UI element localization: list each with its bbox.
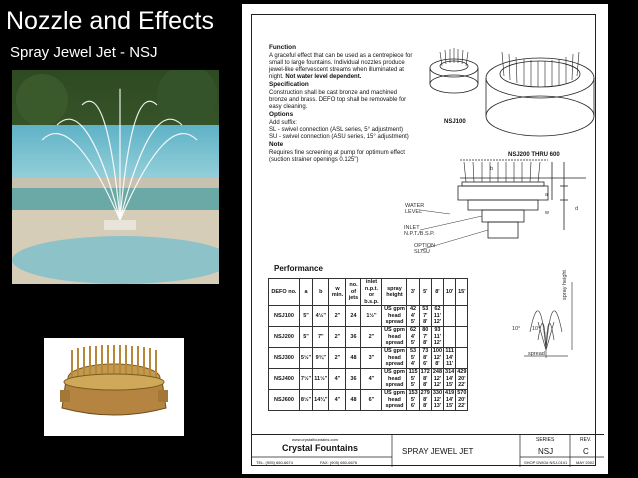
table-cell: 5½" (299, 348, 312, 369)
options-line: SU - swivel connection (ASU series, 15° adjustment) (269, 134, 409, 140)
value-cell (407, 369, 419, 390)
label-nsj100: NSJ100 (444, 119, 466, 125)
gpm-value: 53 (410, 348, 417, 355)
measure-label: spread (385, 361, 404, 368)
gpm-value: 115 (408, 369, 418, 376)
drawing-date: MAY 2002 (576, 460, 595, 465)
table-cell: 5" (299, 327, 312, 348)
spread-value: 22' (458, 382, 466, 389)
website-text: www.crystalfountains.com (292, 437, 339, 442)
series-label: SERIES (536, 437, 555, 443)
value-cell (419, 369, 431, 390)
spread-value: 8' (423, 340, 428, 347)
table-row (269, 327, 468, 348)
gpm-value: 111 (445, 348, 454, 355)
slide-subtitle: Spray Jewel Jet - NSJ (10, 44, 158, 61)
measure-label-cell (382, 327, 407, 348)
table-cell: 2" (329, 327, 346, 348)
value-cell (419, 327, 431, 348)
shop-drawing-number: SHOP DWG# NSJ-0101 (524, 460, 568, 465)
head-value: 12' (433, 375, 442, 382)
table-cell: 48 (346, 390, 361, 411)
spread-value: 6' (423, 361, 428, 368)
rev-label: REV. (580, 437, 592, 443)
specification-heading: Specification (269, 81, 309, 88)
gpm-value: 330 (432, 390, 443, 397)
head-value: 4' (410, 312, 416, 319)
inlet-label: INLET N.P.T./B.S.P. (404, 225, 435, 237)
function-section (269, 44, 417, 81)
label-nsj200-600: NSJ200 THRU 600 (508, 152, 560, 158)
table-cell: 7" (313, 327, 329, 348)
head-value: 8' (423, 354, 428, 361)
table-cell: 4" (329, 369, 346, 390)
spread-value: 8' (423, 319, 428, 326)
gpm-value: 248 (432, 369, 443, 376)
model-cell: NSJ200 (269, 327, 300, 348)
spread-value: 6' (410, 403, 416, 410)
value-cell (456, 327, 468, 348)
fax-text: FAX: (905) 660-6676 (320, 460, 358, 465)
head-value: 5' (410, 396, 416, 403)
model-cell: NSJ300 (269, 348, 300, 369)
note-section (269, 141, 417, 164)
table-cell: 8½" (299, 390, 312, 411)
head-value: 7' (423, 312, 428, 319)
angle-label-left: 10° (512, 326, 521, 332)
value-cell (456, 306, 468, 327)
note-body: Requires fine screening at pump for optimum effect (suction strainer openings 0.125") (269, 150, 405, 163)
table-cell: 2" (361, 327, 382, 348)
options-line: Add suffix: (269, 120, 297, 126)
table-cell: 4" (329, 390, 346, 411)
table-cell: 36 (346, 369, 361, 390)
rev-value: C (583, 447, 589, 456)
measure-label: head (388, 333, 401, 340)
tel-text: TEL: (905) 660-6674 (256, 460, 293, 465)
model-cell: NSJ600 (269, 390, 300, 411)
value-cell (456, 369, 468, 390)
table-cell: 14¾" (313, 390, 329, 411)
option-label: OPTION SL/SU (414, 243, 436, 255)
measure-label: US gpm (384, 348, 405, 355)
value-cell (431, 306, 443, 327)
spread-value: 12' (433, 340, 442, 347)
dim-a: a (545, 192, 549, 198)
spread-value: 12' (433, 382, 442, 389)
value-cell (407, 327, 419, 348)
fountain-photo (12, 70, 219, 284)
gpm-value: 172 (420, 369, 430, 376)
value-cell (431, 390, 443, 411)
table-cell: 24 (346, 306, 361, 327)
spread-value: 8' (423, 403, 428, 410)
head-value: 8' (423, 375, 428, 382)
head-value: 14' (445, 396, 454, 403)
value-cell (444, 327, 456, 348)
model-cell: NSJ100 (269, 306, 300, 327)
nozzle-drawings (420, 30, 606, 262)
spread-value (457, 361, 466, 368)
options-section (269, 111, 417, 141)
specification-section (269, 81, 417, 111)
function-body: A graceful effect that can be used as a centrepiece for small to large fountains. Individual nozzles produce jewel-like effervescent streams when illuminated at night. Not water level dependent. (269, 53, 413, 80)
product-name: SPRAY JEWEL JET (402, 447, 474, 456)
options-line: SL - swivel connection (ASL series, 5° adjustment) (269, 127, 404, 133)
measure-label: spread (385, 382, 404, 389)
table-cell: 3" (361, 348, 382, 369)
value-cell (444, 348, 456, 369)
performance-table (268, 278, 468, 411)
gpm-value: 62 (434, 306, 441, 313)
options-heading: Options (269, 111, 294, 118)
value-cell (419, 390, 431, 411)
measure-label-cell (382, 306, 407, 327)
gpm-value: 419 (445, 390, 455, 397)
value-cell (431, 369, 443, 390)
spread-value: 8' (423, 382, 428, 389)
function-heading: Function (269, 44, 296, 51)
specification-body: Construction shall be cast bronze and machined bronze and brass. DEFO top shall be removable for easy cleaning. (269, 90, 407, 110)
measure-label: head (388, 312, 401, 319)
head-value: 7' (423, 333, 428, 340)
water-level-label: WATER LEVEL (405, 203, 425, 215)
gpm-value: 429 (457, 369, 467, 376)
gpm-value: 314 (445, 369, 455, 376)
dim-w: w (545, 210, 549, 216)
gpm-value: 73 (422, 348, 429, 355)
performance-table-body (269, 306, 468, 411)
spread-value (457, 340, 466, 347)
gpm-value: 153 (408, 390, 418, 397)
gpm-value: 62 (410, 327, 417, 334)
table-row (269, 348, 468, 369)
spray-pattern-diagram (510, 272, 590, 364)
table-cell: 2" (329, 348, 346, 369)
head-value: 14' (445, 354, 454, 361)
measure-label: US gpm (384, 306, 405, 313)
column-header: 3' (407, 279, 419, 306)
value-cell (407, 390, 419, 411)
spread-value: 13' (433, 403, 442, 410)
spread-value (457, 319, 466, 326)
spread-value: 11' (446, 361, 454, 368)
head-value: 12' (433, 396, 442, 403)
value-cell (456, 390, 468, 411)
measure-label: spread (385, 340, 404, 347)
value-cell (431, 348, 443, 369)
spread-value: 22' (458, 403, 466, 410)
column-header: inlet n.p.t. or b.s.p. (361, 279, 382, 306)
spray-height-label: spray height (562, 270, 568, 300)
measure-label: US gpm (384, 327, 405, 334)
spread-value: 15' (445, 403, 454, 410)
head-value: 5' (410, 375, 416, 382)
value-cell (407, 348, 419, 369)
head-value: 8' (423, 396, 428, 403)
column-header: 10' (444, 279, 456, 306)
table-row (269, 306, 468, 327)
title-block (252, 434, 604, 467)
value-cell (444, 369, 456, 390)
spread-label: spread (528, 351, 545, 357)
gpm-value: 100 (432, 348, 443, 355)
table-cell: 11½" (313, 369, 329, 390)
head-value: 14' (445, 375, 454, 382)
slide-title: Nozzle and Effects (6, 7, 214, 35)
measure-label-cell (382, 348, 407, 369)
spec-text-column (269, 44, 417, 164)
value-cell (444, 390, 456, 411)
measure-label-cell (382, 369, 407, 390)
value-cell (419, 348, 431, 369)
head-value: 20' (458, 375, 466, 382)
table-cell: 5" (299, 306, 312, 327)
spread-value: 5' (410, 319, 416, 326)
table-cell: 1½" (361, 306, 382, 327)
dim-b: b (490, 166, 494, 172)
measure-label: head (388, 375, 401, 382)
measure-label: spread (385, 319, 404, 326)
table-cell: 9¾" (313, 348, 329, 369)
table-header-row (269, 279, 468, 306)
column-header: b (313, 279, 329, 306)
table-cell: 7½" (299, 369, 312, 390)
head-value: 11' (433, 333, 441, 340)
value-cell (444, 306, 456, 327)
table-row (269, 390, 468, 411)
series-value: NSJ (538, 447, 554, 456)
angle-label-right: 10° (532, 326, 541, 332)
gpm-value: 93 (434, 327, 441, 334)
company-name: Crystal Fountains (282, 443, 359, 453)
spread-value: 8' (435, 361, 440, 368)
spread-value: 5' (410, 382, 416, 389)
value-cell (407, 306, 419, 327)
head-value: 20' (458, 396, 466, 403)
table-cell: 4" (361, 369, 382, 390)
measure-label: US gpm (384, 390, 405, 397)
gpm-value: 80 (422, 327, 429, 334)
table-row (269, 369, 468, 390)
table-cell: 2" (329, 306, 346, 327)
measure-label: spread (385, 403, 404, 410)
measure-label: US gpm (384, 369, 405, 376)
head-value: 12' (433, 354, 442, 361)
column-header: 5' (419, 279, 431, 306)
column-header: no. of jets (346, 279, 361, 306)
value-cell (431, 327, 443, 348)
gpm-value: 570 (457, 390, 467, 397)
measure-label: head (388, 396, 401, 403)
nozzle-photo (44, 338, 184, 436)
table-cell: 6" (361, 390, 382, 411)
spread-value (445, 319, 454, 326)
spread-value (445, 340, 454, 347)
note-heading: Note (269, 141, 284, 148)
spread-value: 4' (410, 361, 416, 368)
head-value: 11' (433, 312, 441, 319)
column-header: DEFO no. (269, 279, 300, 306)
column-header: w min. (329, 279, 346, 306)
dim-d: d (575, 206, 579, 212)
gpm-value: 42 (410, 306, 417, 313)
measure-label-cell (382, 390, 407, 411)
column-header: a (299, 279, 312, 306)
value-cell (419, 306, 431, 327)
spread-value: 12' (433, 319, 442, 326)
value-cell (456, 348, 468, 369)
head-value: 4' (410, 333, 416, 340)
table-cell: 48 (346, 348, 361, 369)
spread-value: 15' (445, 382, 454, 389)
column-header: 8' (431, 279, 443, 306)
column-header: 15' (456, 279, 468, 306)
table-cell: 4½" (313, 306, 329, 327)
head-value: 5' (410, 354, 416, 361)
gpm-value: 279 (420, 390, 430, 397)
table-cell: 36 (346, 327, 361, 348)
column-header: spray height (382, 279, 407, 306)
spread-value: 5' (410, 340, 416, 347)
gpm-value: 53 (422, 306, 429, 313)
title-block-lines (252, 435, 604, 467)
model-cell: NSJ400 (269, 369, 300, 390)
measure-label: head (388, 354, 401, 361)
performance-heading: Performance (274, 264, 323, 273)
